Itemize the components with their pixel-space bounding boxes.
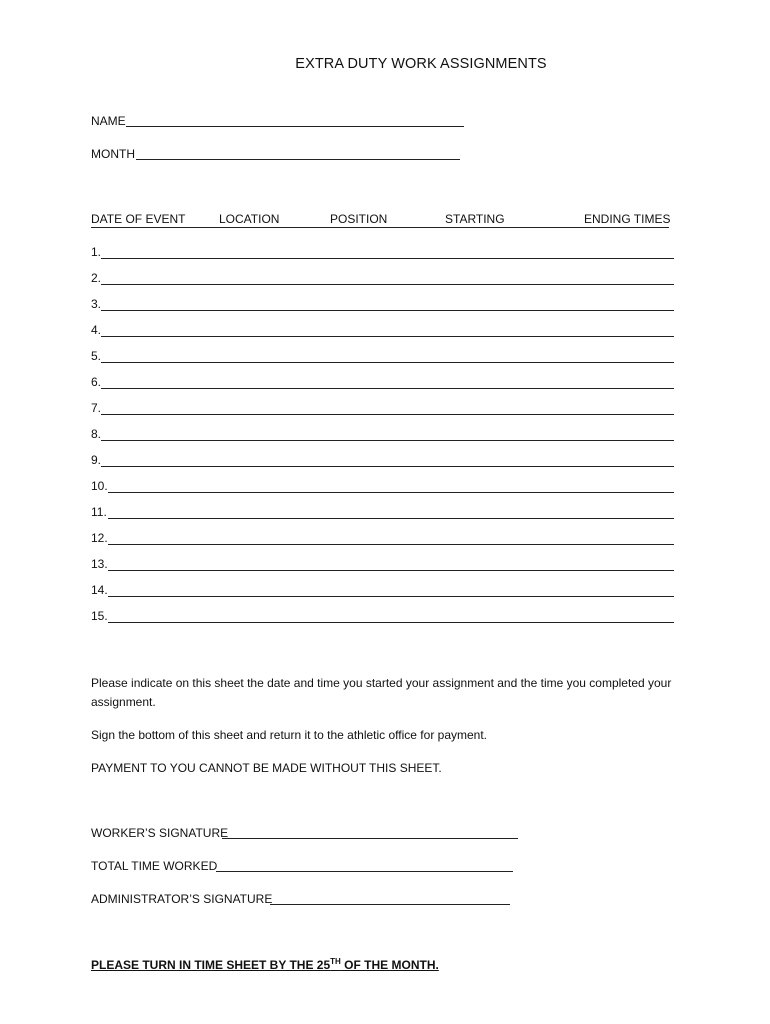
return-instruction: Sign the bottom of this sheet and return it to the athletic office for payment. [91,728,488,742]
name-field-line[interactable] [126,126,464,127]
entry-number: 5. [91,349,102,363]
entry-row[interactable] [91,401,674,417]
entry-number: 13. [91,557,108,571]
entry-line[interactable] [108,596,674,597]
instruction-paragraph [91,674,731,712]
entry-number: 4. [91,323,102,337]
entry-number: 3. [91,297,102,311]
entry-row[interactable] [91,375,674,391]
entry-row[interactable] [91,297,674,313]
entry-number: 10. [91,479,108,493]
deadline-notice-end: OF THE MONTH. [340,958,439,972]
entry-line[interactable] [101,414,674,415]
entry-line[interactable] [101,310,674,311]
column-headers [91,212,674,228]
deadline-notice [91,958,439,972]
entry-row[interactable] [91,271,674,287]
entry-number: 6. [91,375,102,389]
entry-line[interactable] [108,622,674,623]
entry-number: 8. [91,427,102,441]
month-label: MONTH [91,147,135,161]
entry-line[interactable] [101,388,674,389]
entry-line[interactable] [101,362,674,363]
admin-signature-line[interactable] [270,904,510,905]
column-header-starting: STARTING [445,212,505,226]
deadline-notice-superscript: TH [330,957,341,966]
instruction-line: assignment. [91,695,156,709]
payment-warning: PAYMENT TO YOU CANNOT BE MADE WITHOUT THIS SHEET. [91,761,442,775]
entry-line[interactable] [108,570,674,571]
document-title: EXTRA DUTY WORK ASSIGNMENTS [295,56,547,72]
total-time-label: TOTAL TIME WORKED [91,859,218,873]
entry-number: 2. [91,271,102,285]
entry-line[interactable] [101,258,674,259]
entry-line[interactable] [108,492,674,493]
entry-line[interactable] [108,544,674,545]
entry-number: 14. [91,583,108,597]
entry-line[interactable] [101,336,674,337]
column-header-location: LOCATION [219,212,280,226]
total-time-line[interactable] [216,871,513,872]
entry-number: 7. [91,401,102,415]
entry-row[interactable] [91,245,674,261]
entry-line[interactable] [101,466,674,467]
entry-row[interactable] [91,583,674,599]
entry-row[interactable] [91,531,674,547]
column-header-ending-times: ENDING TIMES [584,212,671,226]
entry-row[interactable] [91,557,674,573]
name-label: NAME [91,114,126,128]
entry-row[interactable] [91,505,674,521]
worker-signature-label: WORKER’S SIGNATURE [91,826,229,840]
entry-number: 11. [91,505,107,519]
entry-row[interactable] [91,349,674,365]
entry-line[interactable] [108,518,674,519]
entry-number: 1. [91,245,102,259]
column-header-date: DATE OF EVENT [91,212,186,226]
deadline-notice-text: PLEASE TURN IN TIME SHEET BY THE 25 [91,958,331,972]
instruction-line: Please indicate on this sheet the date and time you started your assignment and the time you completed your [91,676,672,690]
entry-line[interactable] [101,284,674,285]
column-header-position: POSITION [330,212,388,226]
entry-row[interactable] [91,479,674,495]
worker-signature-line[interactable] [222,838,518,839]
entry-row[interactable] [91,609,674,625]
entry-row[interactable] [91,323,674,339]
entry-number: 9. [91,453,102,467]
month-field-line[interactable] [136,159,460,160]
entry-line[interactable] [101,440,674,441]
entry-row[interactable] [91,427,674,443]
entry-row[interactable] [91,453,674,469]
entry-number: 12. [91,531,108,545]
entry-number: 15. [91,609,108,623]
column-header-underline [91,227,669,228]
admin-signature-label: ADMINISTRATOR’S SIGNATURE [91,892,273,906]
